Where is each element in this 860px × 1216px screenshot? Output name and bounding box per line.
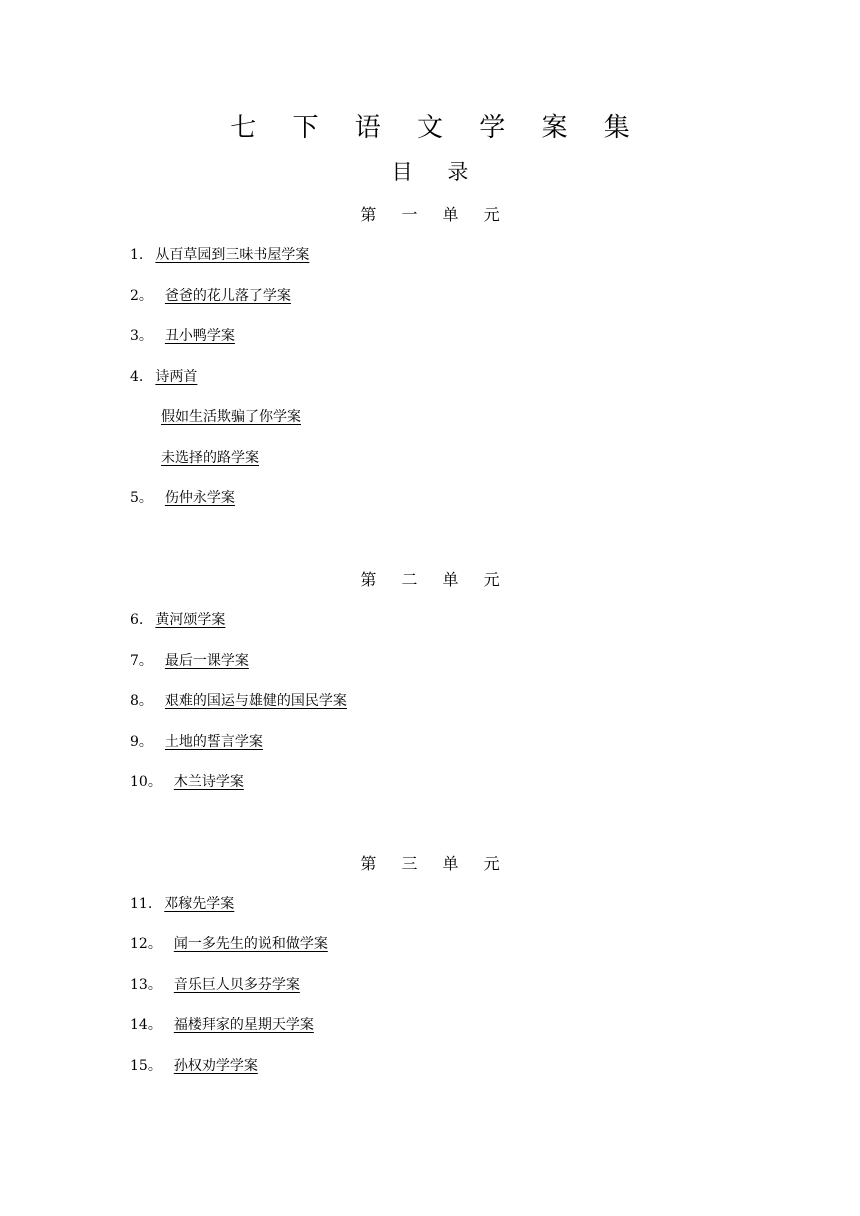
toc-item-title: 丑小鸭学案 (164, 328, 235, 344)
toc-item-title: 艰难的国运与雄健的国民学案 (164, 693, 347, 709)
toc-item-title: 伤仲永学案 (164, 490, 235, 506)
toc-item-number: 15。 (130, 1058, 162, 1074)
toc-item[interactable] (130, 975, 300, 995)
toc-item-title: 爸爸的花儿落了学案 (164, 288, 291, 304)
toc-item-title: 孙权劝学学案 (173, 1058, 258, 1074)
toc-item-number: 1. (130, 247, 144, 263)
toc-item-title: 闻一多先生的说和做学案 (173, 936, 328, 952)
toc-item-number: 11. (130, 896, 153, 912)
toc-subitem[interactable] (161, 448, 259, 468)
toc-item-number: 14。 (130, 1017, 162, 1033)
toc-item-number: 10。 (130, 774, 162, 790)
toc-item[interactable] (130, 732, 263, 752)
toc-item-number: 5。 (130, 490, 153, 506)
toc-item[interactable] (130, 934, 328, 954)
toc-item[interactable] (130, 1056, 258, 1076)
toc-item[interactable] (130, 367, 197, 387)
unit-heading-3: 第 三 单 元 (360, 854, 510, 873)
toc-item-number: 8。 (130, 693, 153, 709)
toc-item[interactable] (130, 610, 225, 630)
unit-heading-2: 第 二 单 元 (360, 570, 510, 589)
document-title: 七 下 语 文 学 案 集 (230, 113, 644, 143)
toc-item[interactable] (130, 286, 291, 306)
toc-item[interactable] (130, 651, 249, 671)
toc-item-title: 音乐巨人贝多芬学案 (173, 977, 300, 993)
toc-item-number: 2。 (130, 288, 153, 304)
toc-subitem[interactable] (161, 407, 301, 427)
toc-item[interactable] (130, 691, 347, 711)
toc-item[interactable] (130, 1015, 314, 1035)
toc-item[interactable] (130, 245, 309, 265)
unit-heading-1: 第 一 单 元 (360, 205, 510, 224)
toc-item-title: 土地的誓言学案 (164, 734, 263, 750)
toc-item-title: 黄河颂学案 (155, 612, 226, 628)
toc-item-number: 12。 (130, 936, 162, 952)
toc-item-number: 4. (130, 369, 144, 385)
toc-heading: 目 录 (391, 160, 483, 184)
toc-item[interactable] (130, 894, 234, 914)
toc-item-number: 3。 (130, 328, 153, 344)
toc-item-title: 假如生活欺骗了你学案 (161, 409, 301, 425)
toc-item[interactable] (130, 488, 235, 508)
toc-item-title: 邓稼先学案 (164, 896, 235, 912)
toc-item-title: 诗两首 (155, 369, 198, 385)
toc-item[interactable] (130, 326, 235, 346)
toc-item-number: 13。 (130, 977, 162, 993)
toc-item-title: 木兰诗学案 (173, 774, 244, 790)
toc-item-title: 福楼拜家的星期天学案 (173, 1017, 314, 1033)
toc-item-number: 9。 (130, 734, 153, 750)
toc-item-number: 7。 (130, 653, 153, 669)
toc-item[interactable] (130, 772, 244, 792)
toc-item-title: 最后一课学案 (164, 653, 249, 669)
toc-item-title: 从百草园到三味书屋学案 (155, 247, 310, 263)
toc-item-number: 6. (130, 612, 144, 628)
toc-item-title: 未选择的路学案 (161, 450, 259, 466)
